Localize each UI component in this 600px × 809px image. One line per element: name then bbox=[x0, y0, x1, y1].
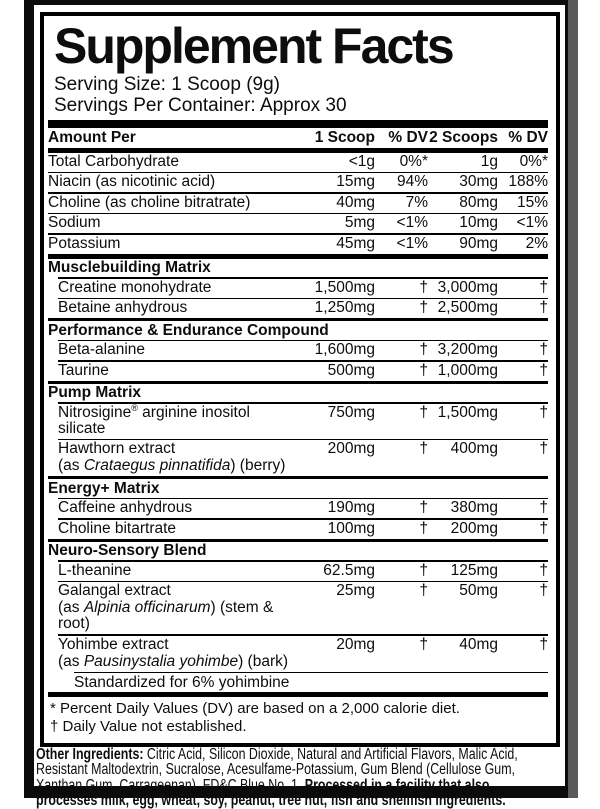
nutrient-dv-1: 94% bbox=[396, 173, 428, 190]
nutrient-amount-2: 30mg bbox=[459, 173, 498, 190]
ingredient-amount-2: 2,500mg bbox=[437, 299, 498, 316]
other-ingredients-label: Other Ingredients: bbox=[36, 746, 144, 763]
ingredient-dv-2: † bbox=[539, 582, 548, 599]
nutrient-amount-2: 1g bbox=[480, 152, 498, 170]
ingredient-botanical-name: (as Alpinia officinarum) (stem & root) bbox=[58, 599, 274, 632]
column-header-dv-1: % DV bbox=[388, 129, 428, 146]
ingredient-name: Choline bitartrate bbox=[58, 519, 177, 537]
section-title-energy-matrix: Energy+ Matrix bbox=[48, 479, 160, 497]
table-row-choline-bitartrate bbox=[48, 520, 548, 539]
ingredient-amount-2: 125mg bbox=[450, 561, 498, 579]
column-header-amount-per: Amount Per bbox=[48, 129, 136, 146]
ingredient-name: L-theanine bbox=[58, 561, 132, 579]
section-title-musclebuilding-matrix: Musclebuilding Matrix bbox=[48, 259, 211, 276]
ingredient-dv-2: † bbox=[539, 499, 548, 516]
serving-info bbox=[54, 75, 548, 116]
allergen-warning-start: Processed in a facility that also bbox=[304, 776, 490, 794]
column-header-row bbox=[48, 128, 548, 148]
ingredient-dv-2: † bbox=[539, 519, 548, 537]
table-row-nitrosigine bbox=[48, 404, 548, 439]
nutrient-name: Choline (as choline bitratrate) bbox=[48, 193, 251, 211]
label-frame-left bbox=[24, 0, 34, 798]
label-edge-shadow bbox=[568, 0, 578, 798]
divider-thick bbox=[48, 120, 548, 128]
nutrient-dv-1: 0%* bbox=[399, 152, 428, 170]
ingredient-name-text: Hawthorn extract bbox=[58, 440, 176, 457]
ingredient-botanical-name: (as Pausinystalia yohimbe) (bark) bbox=[58, 652, 289, 670]
latin-name: Pausinystalia yohimbe bbox=[83, 652, 239, 670]
ingredient-amount-2: 400mg bbox=[450, 440, 498, 457]
table-row-galangal bbox=[48, 582, 548, 634]
column-header-2-scoops: 2 Scoops bbox=[429, 129, 498, 146]
ingredient-amount-2: 1,500mg bbox=[437, 403, 498, 421]
nutrient-name: Total Carbohydrate bbox=[48, 152, 179, 170]
table-row-choline bbox=[48, 194, 548, 213]
ingredient-botanical-name: (as Crataegus pinnatifida) (berry) bbox=[58, 457, 286, 474]
column-header-dv-2: % DV bbox=[508, 129, 548, 146]
ingredient-amount-2: 3,200mg bbox=[437, 341, 498, 358]
ingredient-amount-1: 100mg bbox=[327, 519, 375, 537]
nutrient-amount-1: 5mg bbox=[344, 214, 375, 231]
ingredient-dv-1: † bbox=[419, 519, 428, 537]
ingredient-amount-1: 750mg bbox=[327, 403, 375, 421]
nutrient-amount-2: 80mg bbox=[459, 193, 498, 211]
latin-name: Crataegus pinnatifida bbox=[83, 457, 231, 474]
ingredient-dv-2: † bbox=[539, 440, 548, 457]
table-row-betaine bbox=[48, 299, 548, 318]
nutrient-dv-2: 0%* bbox=[519, 152, 548, 170]
footnote-dagger: † Daily Value not established. bbox=[50, 718, 247, 735]
table-row-yohimbe bbox=[48, 636, 548, 672]
registered-mark: ® bbox=[131, 402, 138, 413]
ingredient-amount-2: 50mg bbox=[459, 582, 498, 599]
nutrient-name: Sodium bbox=[48, 214, 101, 231]
nutrient-name: Potassium bbox=[48, 234, 121, 252]
table-row-sodium bbox=[48, 214, 548, 233]
ingredient-dv-2: † bbox=[539, 341, 548, 358]
table-row-hawthorn bbox=[48, 440, 548, 476]
nutrient-amount-2: 90mg bbox=[459, 234, 498, 252]
ingredient-dv-2: † bbox=[539, 635, 548, 653]
ingredient-dv-1: † bbox=[419, 341, 428, 358]
ingredient-amount-2: 380mg bbox=[450, 499, 498, 516]
servings-per-container: Servings Per Container: Approx 30 bbox=[54, 94, 347, 116]
section-title-pump-matrix: Pump Matrix bbox=[48, 384, 142, 401]
section-title-performance-endurance: Performance & Endurance Compound bbox=[48, 321, 329, 339]
ingredient-dv-1: † bbox=[419, 561, 428, 579]
ingredient-name bbox=[48, 441, 297, 474]
other-ingredients bbox=[36, 747, 558, 809]
ingredient-amount-2: 1,000mg bbox=[437, 361, 498, 379]
ingredient-name bbox=[48, 402, 297, 437]
nutrient-dv-2: <1% bbox=[516, 214, 548, 231]
ingredient-dv-2: † bbox=[539, 403, 548, 421]
nutrient-name: Niacin (as nicotinic acid) bbox=[48, 173, 216, 190]
page-title: Supplement Facts bbox=[54, 18, 453, 74]
nutrient-amount-1: 45mg bbox=[336, 234, 375, 252]
ingredient-amount-1: 1,600mg bbox=[314, 341, 375, 358]
ingredient-name: Taurine bbox=[58, 361, 109, 379]
nutrient-amount-2: 10mg bbox=[459, 214, 498, 231]
ingredient-dv-2: † bbox=[539, 361, 548, 379]
ingredient-amount-2: 200mg bbox=[450, 519, 498, 537]
latin-name: Alpinia officinarum bbox=[83, 599, 211, 616]
ingredient-amount-1: 1,250mg bbox=[314, 299, 375, 316]
label-content bbox=[36, 12, 560, 809]
nutrient-dv-2: 15% bbox=[516, 193, 548, 211]
table-row-l-theanine bbox=[48, 562, 548, 581]
ingredient-name bbox=[48, 637, 297, 670]
ingredient-dv-1: † bbox=[419, 299, 428, 316]
table-row-niacin bbox=[48, 173, 548, 192]
nutrient-dv-1: 7% bbox=[405, 193, 428, 211]
ingredient-name-rest: arginine inositol silicate bbox=[58, 403, 250, 437]
ingredient-amount-1: 25mg bbox=[336, 582, 375, 599]
ingredient-amount-1: 500mg bbox=[327, 361, 375, 379]
nutrient-dv-1: <1% bbox=[396, 234, 428, 252]
table-row-potassium bbox=[48, 235, 548, 254]
ingredient-amount-2: 40mg bbox=[459, 635, 498, 653]
footnote-daily-values: * Percent Daily Values (DV) are based on a 2,000 calorie diet. bbox=[50, 700, 460, 717]
ingredient-dv-2: † bbox=[539, 299, 548, 316]
ingredient-dv-1: † bbox=[419, 403, 428, 421]
ingredient-name: Creatine monohydrate bbox=[58, 278, 212, 296]
facts-panel-inner bbox=[44, 18, 556, 743]
nutrient-dv-1: <1% bbox=[396, 214, 428, 231]
ingredient-name: Caffeine anhydrous bbox=[58, 499, 193, 516]
serving-size: Serving Size: 1 Scoop (9g) bbox=[54, 74, 281, 95]
ingredient-name-text: Nitrosigine bbox=[58, 403, 132, 421]
section-title-neuro-sensory-blend: Neuro-Sensory Blend bbox=[48, 542, 207, 559]
supplement-facts-panel bbox=[40, 12, 560, 747]
ingredient-amount-1: 190mg bbox=[327, 499, 375, 516]
ingredient-amount-1: 200mg bbox=[327, 440, 375, 457]
ingredient-amount-1: 62.5mg bbox=[323, 561, 375, 579]
ingredient-name-text: Galangal extract bbox=[58, 582, 171, 599]
ingredient-amount-2: 3,000mg bbox=[437, 278, 498, 296]
table-row-total-carbohydrate bbox=[48, 153, 548, 172]
ingredient-dv-2: † bbox=[539, 561, 548, 579]
nutrient-amount-1: 15mg bbox=[336, 173, 375, 190]
table-row-creatine bbox=[48, 279, 548, 298]
ingredient-amount-1: 20mg bbox=[336, 635, 375, 653]
nutrient-dv-2: 2% bbox=[525, 234, 548, 252]
nutrient-dv-2: 188% bbox=[508, 173, 548, 190]
column-header-1-scoop: 1 Scoop bbox=[314, 129, 375, 146]
ingredient-dv-2: † bbox=[539, 278, 548, 296]
ingredient-dv-1: † bbox=[419, 499, 428, 516]
ingredient-dv-1: † bbox=[419, 440, 428, 457]
label-frame-top bbox=[24, 0, 568, 5]
ingredient-dv-1: † bbox=[419, 635, 428, 653]
ingredient-name-text: Yohimbe extract bbox=[58, 635, 169, 653]
allergen-warning-end: processes milk, egg, wheat, soy, peanut, tree nut, fish and shellfish ingredients. bbox=[36, 792, 506, 809]
ingredient-amount-1: 1,500mg bbox=[314, 278, 375, 296]
ingredient-name bbox=[48, 583, 297, 632]
ingredient-dv-1: † bbox=[419, 361, 428, 379]
footnotes bbox=[48, 697, 548, 739]
nutrient-amount-1: <1g bbox=[348, 152, 375, 170]
ingredient-dv-1: † bbox=[419, 582, 428, 599]
table-row-beta-alanine bbox=[48, 341, 548, 360]
ingredient-dv-1: † bbox=[419, 278, 428, 296]
nutrient-amount-1: 40mg bbox=[336, 193, 375, 211]
table-row-caffeine bbox=[48, 499, 548, 518]
other-ingredients-text: Other Ingredients: Citric Acid, Silicon Dioxide, Natural and Artificial Flavors, Malic Acid, Resistant Maltodextrin, Sucralose, Acesulfame-Potassium, Gum Blend (Cellulose Gum, Xanthan Gum, Carrageenan), FD&C Blue No. 1. Processed in a facility that also processes milk, egg, wheat, soy, peanut, tree nut, fish and shellfish ingredients. bbox=[36, 746, 518, 809]
ingredient-name: Beta-alanine bbox=[58, 341, 146, 358]
table-row-taurine bbox=[48, 362, 548, 381]
standardization-note: Standardized for 6% yohimbine bbox=[74, 673, 290, 691]
ingredient-name: Betaine anhydrous bbox=[58, 299, 188, 316]
